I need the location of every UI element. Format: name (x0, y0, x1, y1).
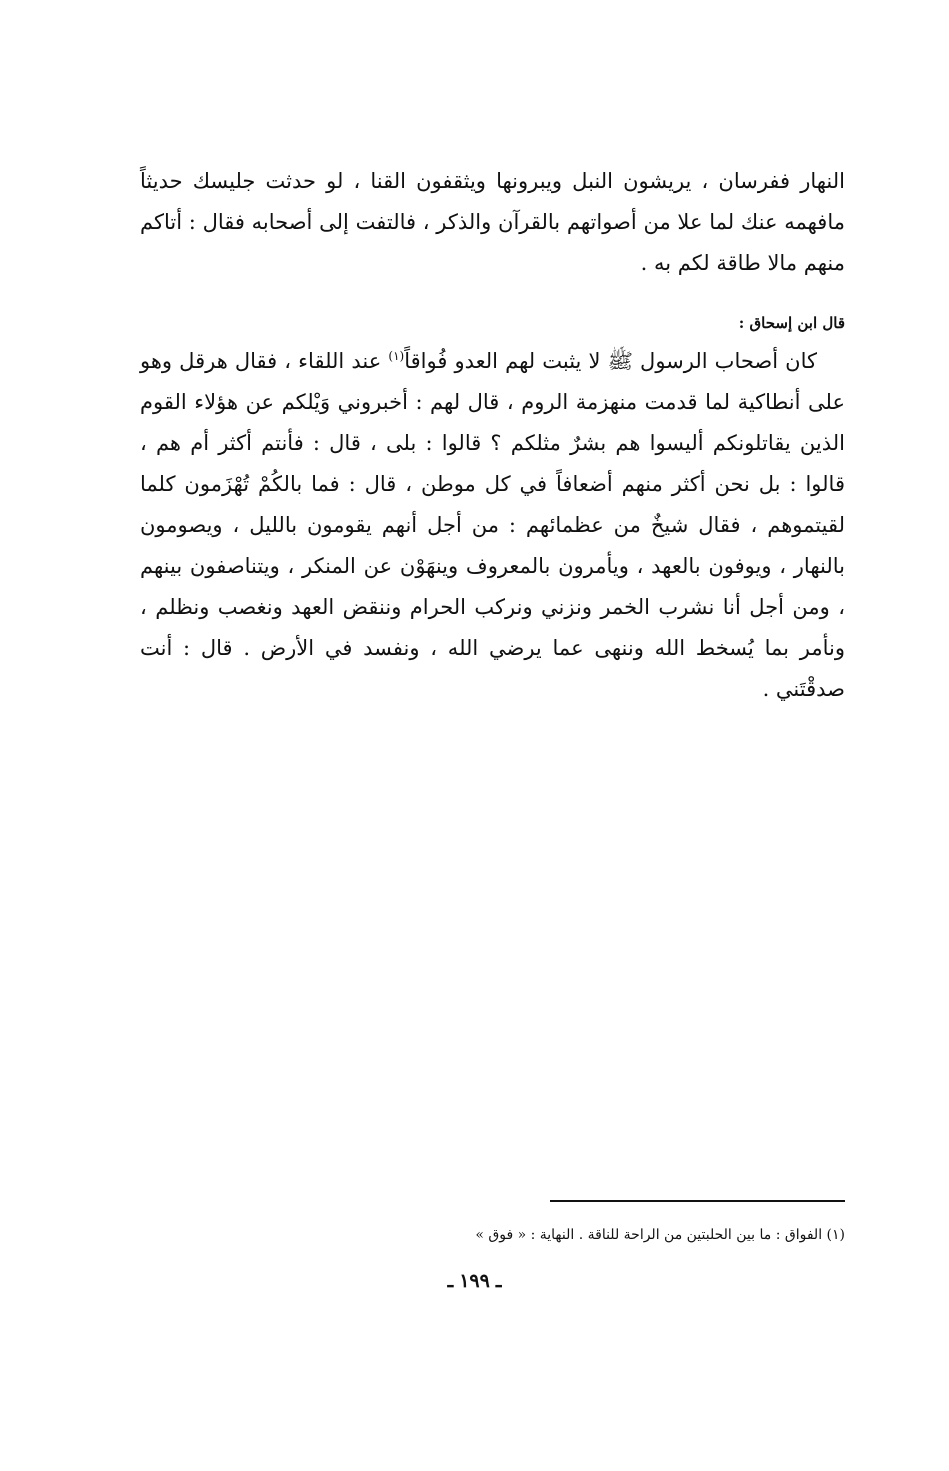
footnote: (١) الفواق : ما بين الحلبتين من الراحة للناقة . النهاية : « فوق » (475, 1227, 845, 1243)
footnote-reference[interactable]: (١) (388, 349, 405, 363)
paragraph-2 (140, 341, 845, 710)
page-number-value: ١٩٩ (459, 1270, 490, 1292)
paragraph-1: النهار ففرسان ، يريشون النبل ويبرونها ويثقفون القنا ، لو حدثت جليسك حديثاً مافهمه عنك لما علا من أصواتهم بالقرآن والذكر ، فالتفت إلى أصحابه فقال : أتاكم منهم مالا طاقة لكم به . (140, 169, 845, 275)
paragraph-2-start: كان أصحاب الرسول ﷺ لا يثبت لهم العدو فُواقاً (404, 349, 817, 373)
section-heading: قال ابن إسحاق : (738, 314, 845, 332)
page-number-dash-right: ـ (447, 1270, 454, 1292)
paragraph-2-rest: عند اللقاء ، فقال هرقل وهو على أنطاكية لما قدمت منهزمة الروم ، قال لهم : أخبروني وَيْلكم عن هؤلاء القوم الذين يقاتلونكم أليسوا هم بشرٌ مثلكم ؟ قالوا : بلى ، قال : فأنتم أكثر أم هم ، قالوا : بل نحن أكثر منهم أضعافاً في كل موطن ، قال : فما بالكُمْ تُهْزَمون كلما لقيتموهم ، فقال شيخٌ من عظمائهم : من أجل أنهم يقومون بالليل ، ويصومون بالنهار ، ويوفون بالعهد ، ويأمرون بالمعروف وينهَوْن عن المنكر ، ويتناصفون بينهم ، ومن أجل أنا نشرب الخمر ونزني ونركب الحرام وننقض العهد ونغصب ونظلم ، ونأمر بما يُسخط الله وننهى عما يرضي الله ، ونفسد في الأرض . قال : أنت صدقْتَني . (140, 349, 845, 701)
footnote-divider (550, 1200, 845, 1202)
page-number (0, 1268, 949, 1294)
page-number-dash-left: ـ (495, 1270, 502, 1292)
